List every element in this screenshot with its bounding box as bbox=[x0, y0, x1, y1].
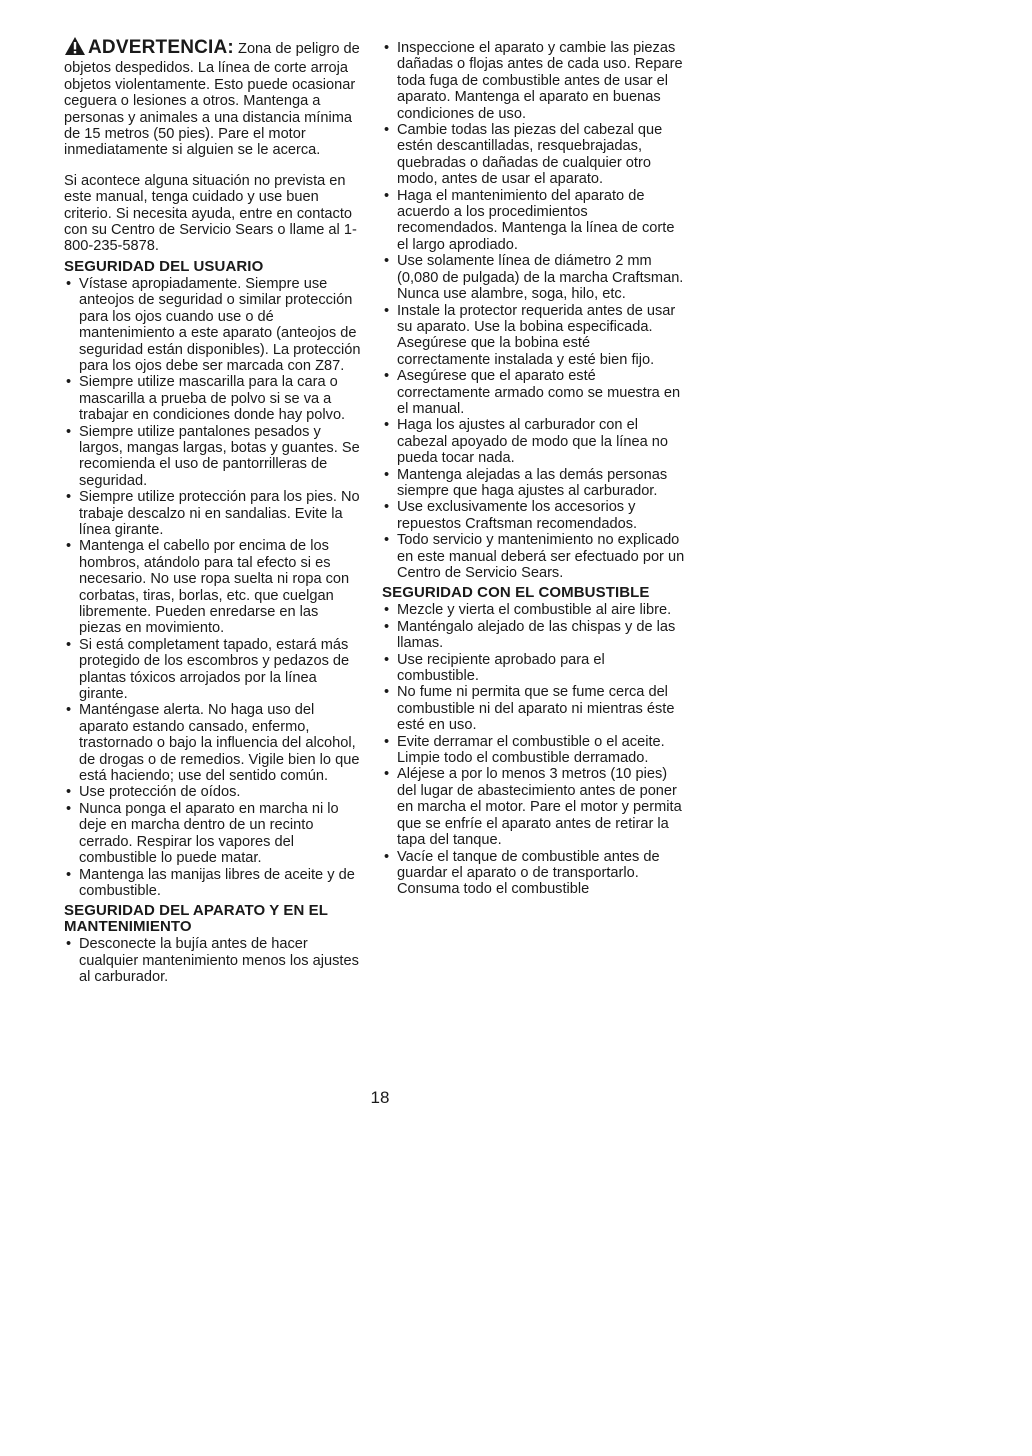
list-item: • Siempre utilize mascarilla para la cara o mascarilla a prueba de polvo si se va a trabajar en condiciones donde hay polvo. bbox=[64, 374, 364, 423]
page-number: 18 bbox=[370, 1088, 390, 1107]
list-item: • No fume ni permita que se fume cerca del combustible ni del aparato ni mientras éste esté en uso. bbox=[382, 684, 687, 733]
aparato-list-part1 bbox=[64, 936, 364, 985]
usuario-list bbox=[64, 276, 364, 899]
warning-paragraph bbox=[64, 36, 364, 159]
list-item: • Mantenga alejadas a las demás personas siempre que haga ajustes al carburador. bbox=[382, 467, 687, 500]
list-item: • Siempre utilize protección para los pies. No trabaje descalzo ni en sandalias. Evite la línea girante. bbox=[64, 489, 364, 538]
list-item: • Nunca ponga el aparato en marcha ni lo deje en marcha dentro de un recinto cerrado. Respirar los vapores del combustible lo puede matar. bbox=[64, 801, 364, 867]
list-item: • Instale la protector requerida antes de usar su aparato. Use la bobina especificada. Asegúrese que la bobina esté correctamente instalada y esté bien fijo. bbox=[382, 303, 687, 369]
list-item: • Desconecte la bujía antes de hacer cualquier mantenimiento menos los ajustes al carburador. bbox=[64, 936, 364, 985]
list-item: • Vacíe el tanque de combustible antes de guardar el aparato o de transportarlo. Consuma todo el combustible bbox=[382, 849, 687, 898]
list-item: • Use recipiente aprobado para el combustible. bbox=[382, 652, 687, 685]
right-column bbox=[382, 40, 687, 902]
list-item: • Cambie todas las piezas del cabezal que estén descantilladas, resquebrajadas, quebradas o dañadas de cualquier otro modo, antes de usar el aparato. bbox=[382, 122, 687, 188]
list-item: • Use exclusivamente los accesorios y repuestos Craftsman recomendados. bbox=[382, 499, 687, 532]
list-item: • Inspeccione el aparato y cambie las piezas dañadas o flojas antes de cada uso. Repare toda fuga de combustible antes de usar el aparato. Mantenga el aparato en buenas condiciones de uso. bbox=[382, 40, 687, 122]
list-item: • Mezcle y vierta el combustible al aire libre. bbox=[382, 602, 687, 618]
list-item: • Mantenga las manijas libres de aceite y de combustible. bbox=[64, 867, 364, 900]
warning-triangle-icon bbox=[64, 36, 86, 60]
list-item: • Use solamente línea de diámetro 2 mm (0,080 de pulgada) de la marcha Craftsman. Nunca use alambre, soga, hilo, etc. bbox=[382, 253, 687, 302]
section-heading-usuario: SEGURIDAD DEL USUARIO bbox=[64, 257, 264, 275]
aparato-list-part2 bbox=[382, 40, 687, 581]
left-column bbox=[64, 36, 364, 990]
list-item: • Haga el mantenimiento del aparato de acuerdo a los procedimientos recomendados. Mantenga la línea de corte el largo aprodiado. bbox=[382, 188, 687, 254]
list-item: • Manténgalo alejado de las chispas y de las llamas. bbox=[382, 619, 687, 652]
warning-label: ADVERTENCIA: bbox=[88, 37, 234, 58]
combustible-list bbox=[382, 602, 687, 897]
list-item: • Asegúrese que el aparato esté correctamente armado como se muestra en el manual. bbox=[382, 368, 687, 417]
list-item: • Mantenga el cabello por encima de los hombros, atándolo para tal efecto si es necesario. No use ropa suelta ni ropa con corbatas, tiras, borlas, etc. que cuelgan libremente. Pueden enredarse en las piezas en movimiento. bbox=[64, 538, 364, 636]
list-item: • Aléjese a por lo menos 3 metros (10 pies) del lugar de abastecimiento antes de poner en marcha el motor. Pare el motor y permita que se enfríe el aparato antes de retirar la tapa del tanque. bbox=[382, 766, 687, 848]
list-item: • Siempre utilize pantalones pesados y largos, mangas largas, botas y guantes. Se recomienda el uso de pantorrilleras de seguridad. bbox=[64, 424, 364, 490]
list-item: • Evite derramar el combustible o el aceite. Limpie todo el combustible derramado. bbox=[382, 734, 687, 767]
list-item: • Todo servicio y mantenimiento no explicado en este manual deberá ser efectuado por un Centro de Servicio Sears. bbox=[382, 532, 687, 581]
section-heading-combustible: SEGURIDAD CON EL COMBUSTIBLE bbox=[382, 584, 650, 602]
list-item: • Manténgase alerta. No haga uso del aparato estando cansado, enfermo, trastornado o bajo la influencia del alcohol, de drogas o de remedios. Vigile bien lo que está haciendo; use del sentido común. bbox=[64, 702, 364, 784]
intro-paragraph: Si acontece alguna situación no prevista en este manual, tenga cuidado y use buen criterio. Si necesita ayuda, entre en contacto con su Centro de Servicio Sears o llame al 1-800-235-5878. bbox=[64, 172, 357, 255]
list-item: • Use protección de oídos. bbox=[64, 784, 364, 800]
list-item: • Vístase apropiadamente. Siempre use anteojos de seguridad o similar protección para los ojos cuando use o dé mantenimiento a este aparato (anteojos de seguridad están disponibles). La protección para los ojos debe ser marcada con Z87. bbox=[64, 276, 364, 374]
list-item: • Si está completament tapado, estará más protegido de los escombros y pedazos de plantas tóxicos arrojados por la línea girante. bbox=[64, 637, 364, 703]
list-item: • Haga los ajustes al carburador con el cabezal apoyado de modo que la línea no pueda tocar nada. bbox=[382, 417, 687, 466]
section-heading-aparato: SEGURIDAD DEL APARATO Y EN EL MANTENIMIENTO bbox=[64, 902, 328, 936]
warning-text: Zona de peligro de objetos despedidos. La línea de corte arroja objetos violentamente. Esto puede ocasionar ceguera o lesiones a otros. Mantenga a personas y animales a una distancia mínima de 15 metros (50 pies). Pare el motor inmediatamente si alguien se le acerca. bbox=[64, 41, 360, 159]
